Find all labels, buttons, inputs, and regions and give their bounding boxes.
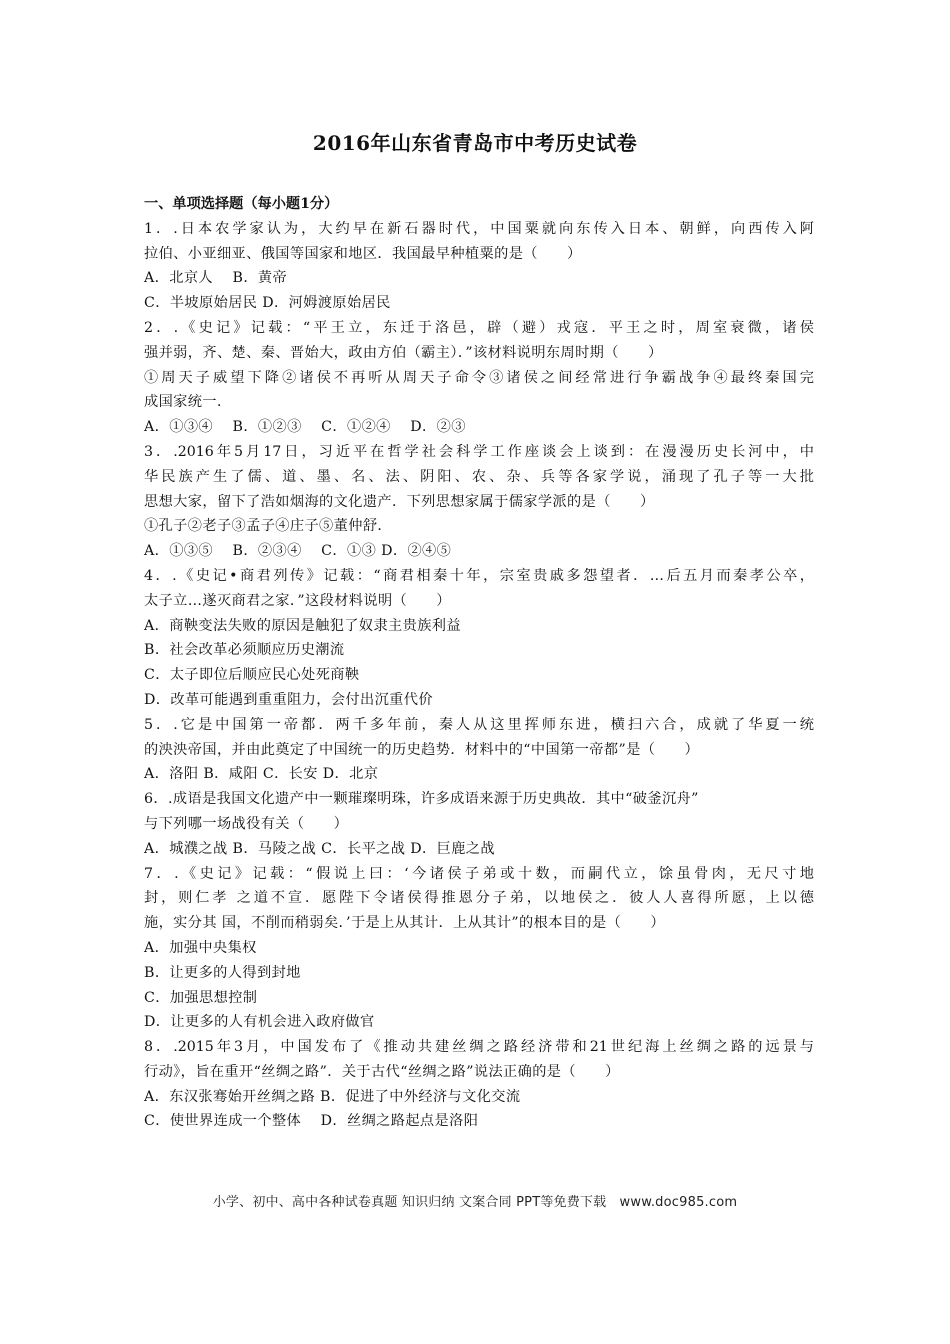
section-heading: 一、单项选择题（每小题1分） — [144, 196, 339, 212]
exam-content — [144, 192, 814, 1134]
text-line: A．北京人 B．黄帝 — [144, 270, 288, 287]
text-line: 6．.成语是我国文化遗产中一颗璀璨明珠，许多成语来源于历史典故．其中“破釜沉舟” — [144, 791, 699, 808]
text-line: B．让更多的人得到封地 — [144, 964, 301, 981]
text-line: 与下列哪一场战役有关（ ） — [144, 815, 349, 832]
text-line: A．城濮之战 B．马陵之战 C．长平之战 D．巨鹿之战 — [144, 840, 495, 857]
text-line: 华民族产生了儒、道、墨、名、法、阴阳、农、杂、兵等各家学说，涌现了孔子等一大批 — [144, 468, 814, 485]
text-line: 7．.《史记》记载：“假说上曰：‘今诸侯子弟或十数，而嗣代立，馀虽骨肉，无尺寸地 — [144, 865, 814, 882]
text-line: 思想大家，留下了浩如烟海的文化遗产．下列思想家属于儒家学派的是（ ） — [144, 493, 655, 510]
text-line: 4．.《史记•商君列传》记载：“商君相秦十年，宗室贵戚多怨望者．…后五月而秦孝公卒， — [144, 567, 814, 584]
text-line: C．半坡原始居民 D．河姆渡原始居民 — [144, 295, 391, 312]
text-line: 太子立…遂灭商君之家．”这段材料说明（ ） — [144, 592, 451, 609]
text-line: C．加强思想控制 — [144, 989, 258, 1006]
text-line: A．洛阳 B．咸阳 C．长安 D．北京 — [144, 766, 379, 783]
text-line: B．社会改革必须顺应历史潮流 — [144, 642, 345, 659]
text-line: A．东汉张骞始开丝绸之路 B．促进了中外经济与文化交流 — [144, 1088, 521, 1105]
text-line: 8．.2015年3月，中国发布了《推动共建丝绸之路经济带和21世纪海上丝绸之路的远景与 — [144, 1039, 814, 1056]
text-line: D．让更多的人有机会进入政府做官 — [144, 1014, 375, 1031]
text-line: C．太子即位后顺应民心处死商鞅 — [144, 667, 360, 684]
page-title: 2016年山东省青岛市中考历史试卷 — [312, 131, 638, 155]
text-line: 3．.2016年5月17日，习近平在哲学社会科学工作座谈会上谈到：在漫漫历史长河中，中 — [144, 443, 814, 460]
text-line: A．商鞅变法失败的原因是触犯了奴隶主贵族利益 — [144, 617, 461, 634]
text-line: 的泱泱帝国，并由此奠定了中国统一的历史趋势．材料中的“中国第一帝都”是（ ） — [144, 741, 700, 758]
footer-text: 小学、初中、高中各种试卷真题 知识归纳 文案合同 PPT等免费下载 www.doc985.com — [212, 1195, 738, 1210]
text-line: 强并弱，齐、楚、秦、晋始大，政由方伯（霸主）．”该材料说明东周时期（ ） — [144, 344, 663, 361]
text-line: 施，实分其 国，不削而稍弱矣．’于是上从其计．上从其计”的根本目的是（ ） — [144, 915, 665, 932]
text-line: A．①③⑤ B．②③④ C．①③ D．②④⑤ — [144, 543, 452, 560]
text-line: 2．.《史记》记载：“平王立，东迁于洛邑，辟（避）戎寇．平王之时，周室衰微，诸侯 — [144, 319, 814, 336]
text-line: 封，则仁孝 之道不宣．愿陛下令诸侯得推恩分子弟，以地侯之．彼人人喜得所愿，上以德 — [144, 890, 814, 907]
text-line: 行动》，旨在重开“丝绸之路”．关于古代“丝绸之路”说法正确的是（ ） — [144, 1063, 620, 1080]
text-line: ①孔子②老子③孟子④庄子⑤董仲舒． — [144, 518, 392, 535]
text-line: 成国家统一． — [144, 394, 232, 411]
text-line: 拉伯、小亚细亚、俄国等国家和地区．我国最早种植粟的是（ ） — [144, 245, 582, 262]
text-line: 1．.日本农学家认为，大约早在新石器时代，中国粟就向东传入日本、朝鲜，向西传入阿 — [144, 220, 814, 237]
text-line: 5．.它是中国第一帝都．两千多年前，秦人从这里挥师东进，横扫六合，成就了华夏一统 — [144, 716, 814, 733]
text-line: C．使世界连成一个整体 D．丝绸之路起点是洛阳 — [144, 1113, 479, 1130]
text-line: ①周天子威望下降②诸侯不再听从周天子命令③诸侯之间经常进行争霸战争④最终秦国完 — [144, 369, 814, 386]
text-line: A．①③④ B．①②③ C．①②④ D．②③ — [144, 419, 466, 436]
text-line: D．改革可能遇到重重阻力，会付出沉重代价 — [144, 691, 433, 708]
text-line: A．加强中央集权 — [144, 939, 257, 956]
